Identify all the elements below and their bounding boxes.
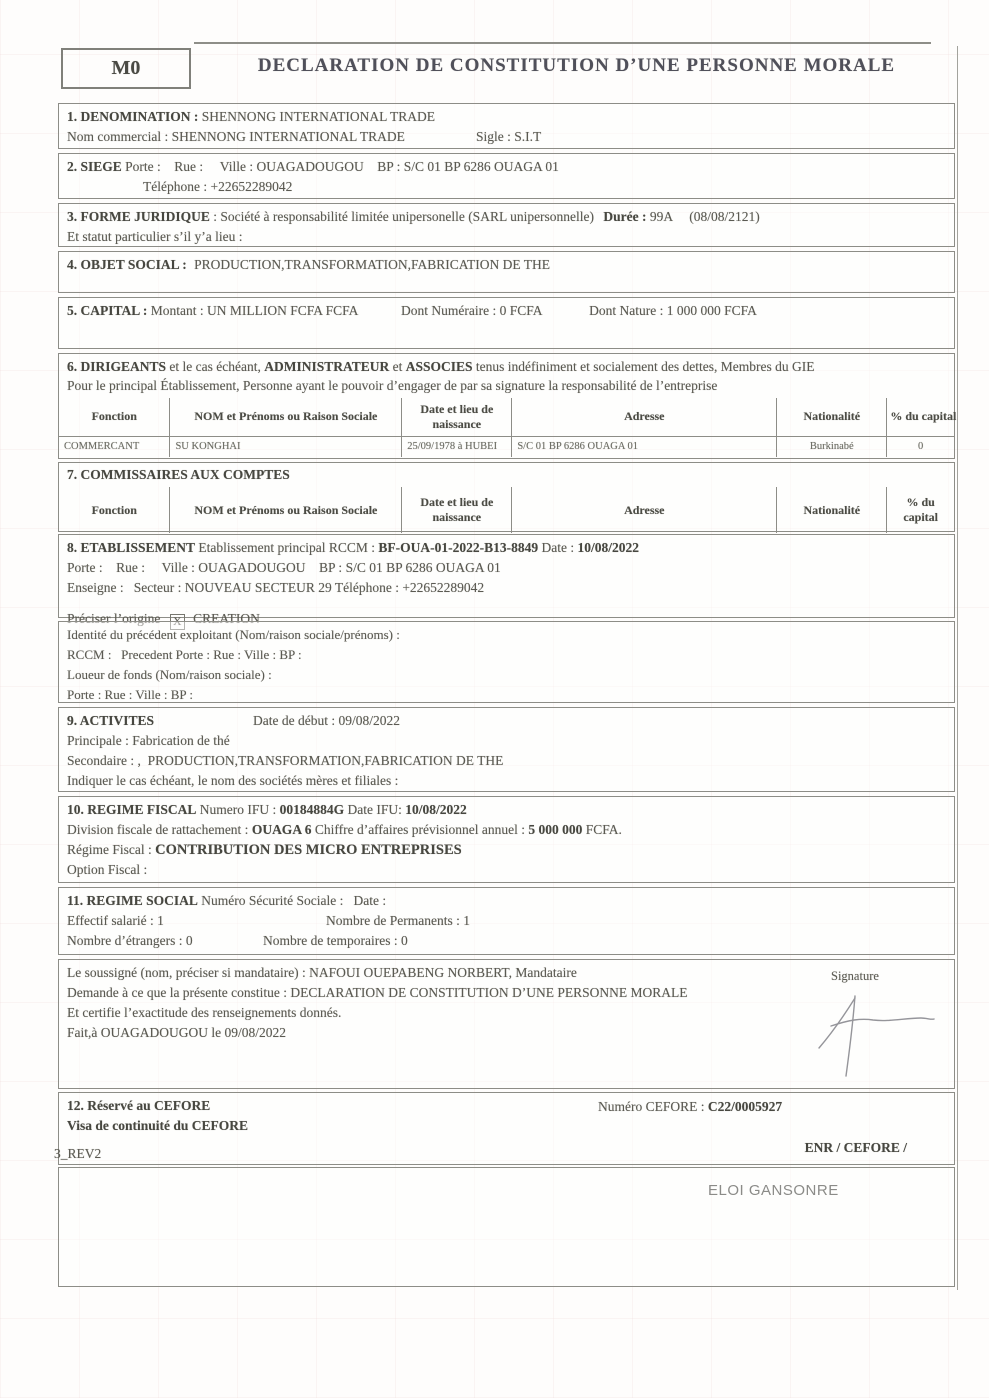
- etablissement-line1: [67, 538, 946, 558]
- dirigeants-intro-2: Pour le principal Établissement, Personne ayant le pouvoir d’engager de par sa signature la responsabilité de l’entreprise: [67, 378, 718, 393]
- dirigeants-admin: ADMINISTRATEUR: [264, 359, 390, 374]
- siege-address: Porte : Rue : Ville : OUAGADOUGOU BP : S/C 01 BP 6286 OUAGA 01: [125, 159, 559, 174]
- section-cefore: [54, 1092, 955, 1165]
- dirigeants-intro-a: et le cas échéant,: [169, 359, 261, 374]
- fiscal-heading: 10. REGIME FISCAL: [67, 802, 197, 817]
- forme-value: : Société à responsabilité limitée unipersonelle (SARL unipersonnelle): [213, 209, 595, 224]
- activites-secondaire: Secondaire : , PRODUCTION,TRANSFORMATION,FABRICATION DE THE: [67, 753, 504, 768]
- precedent-line1: Identité du précédent exploitant (Nom/raison sociale/prénoms) :: [67, 627, 400, 642]
- page-right-edge-line: [957, 46, 958, 1290]
- col-nationalite: Nationalité: [777, 487, 887, 533]
- origine-label: Préciser l’origine: [67, 611, 161, 626]
- social-line2: [67, 911, 946, 931]
- nombre-etrangers: Nombre d’étrangers : 0: [67, 933, 193, 948]
- section-denomination: [58, 103, 955, 149]
- col-naissance: Date et lieu de naissance: [402, 487, 512, 533]
- dirigeants-heading: 6. DIRIGEANTS: [67, 359, 167, 374]
- sigle-value: S.I.T: [514, 129, 542, 144]
- commissaires-heading: 7. COMMISSAIRES AUX COMPTES: [67, 467, 290, 482]
- capital-line: [67, 301, 946, 321]
- cefore-number-label: Numéro CEFORE :: [598, 1099, 705, 1114]
- denomination-line: [67, 107, 946, 127]
- cell-nationalite: Burkinabé: [777, 436, 887, 457]
- regime-value: CONTRIBUTION DES MICRO ENTREPRISES: [155, 842, 462, 858]
- social-line1: [67, 891, 946, 911]
- forme-line: [67, 207, 946, 227]
- page-title: DECLARATION DE CONSTITUTION D’UNE PERSONNE MORALE: [257, 55, 896, 76]
- siege-line: [67, 157, 946, 177]
- rccm-date-label: Date :: [541, 540, 575, 555]
- etablissement-sub: Etablissement principal: [198, 540, 326, 555]
- commissaires-table: [59, 487, 954, 533]
- denomination-value: SHENNONG INTERNATIONAL TRADE: [201, 109, 435, 124]
- dirigeants-intro: [67, 357, 946, 376]
- sigle-label: Sigle :: [476, 129, 511, 144]
- col-nationalite: Nationalité: [777, 398, 887, 436]
- statut-line: Et statut particulier s’il y’a lieu :: [67, 229, 243, 244]
- col-adresse: Adresse: [512, 398, 777, 436]
- objet-value: PRODUCTION,TRANSFORMATION,FABRICATION DE THE: [194, 257, 550, 272]
- nombre-permanents: Nombre de Permanents : 1: [326, 913, 470, 928]
- table-row: [59, 436, 954, 457]
- section-capital: [58, 297, 955, 349]
- nom-commercial-label: Nom commercial :: [67, 129, 169, 144]
- objet-line: [67, 255, 946, 275]
- col-nom: NOM et Prénoms ou Raison Sociale: [170, 398, 402, 436]
- section-commissaires: [58, 462, 955, 532]
- date-ifu-label: Date IFU:: [347, 802, 402, 817]
- section-objet-social: [58, 251, 955, 293]
- etablissement-line2: Porte : Rue : Ville : OUAGADOUGOU BP : S/C 01 BP 6286 OUAGA 01: [67, 560, 501, 575]
- section-forme-juridique: [58, 203, 955, 247]
- ifu-label: Numero IFU :: [199, 802, 277, 817]
- cefore-number-field: [598, 1097, 782, 1117]
- ca-label: Chiffre d’affaires prévisionnel annuel :: [314, 822, 526, 837]
- soussigne-line: Le soussigné (nom, préciser si mandataire) : NAFOUI OUEPABENG NORBERT, Mandataire: [67, 965, 577, 980]
- form-code: M0: [111, 57, 141, 79]
- division-value: OUAGA 6: [251, 822, 312, 837]
- etablissement-heading: 8. ETABLISSEMENT: [67, 540, 196, 555]
- ifu-value: 00184884G: [279, 802, 345, 817]
- effectif-salarie: Effectif salarié : 1: [67, 913, 164, 928]
- dirigeants-associes: ASSOCIES: [405, 359, 473, 374]
- division-label: Division fiscale de rattachement :: [67, 822, 249, 837]
- capital-montant: Montant : UN MILLION FCFA FCFA: [150, 303, 358, 318]
- form-revision-code: 3_REV2: [54, 1146, 102, 1161]
- section-activites: [58, 707, 955, 792]
- cell-naissance: 25/09/1978 à HUBEI: [402, 436, 512, 457]
- rccm-date-value: 10/08/2022: [577, 540, 640, 555]
- section-regime-fiscal: [58, 796, 955, 883]
- col-capital: % du capital: [887, 487, 954, 533]
- duree-label: Durée :: [603, 209, 647, 224]
- origine-value: CREATION: [193, 611, 260, 626]
- form-code-box: [61, 48, 191, 89]
- nom-commercial-line: [67, 127, 946, 147]
- dirigeants-header-row: [59, 398, 954, 436]
- creation-checkbox: X: [170, 614, 185, 630]
- ca-suffix: FCFA.: [585, 822, 622, 837]
- header-top-rule: [194, 42, 931, 44]
- cell-fonction: COMMERCANT: [59, 436, 170, 457]
- activites-line1: [67, 711, 946, 731]
- col-adresse: Adresse: [512, 487, 777, 533]
- precedent-line4: Porte : Rue : Ville : BP :: [67, 687, 193, 702]
- section-footer: [58, 1167, 955, 1287]
- col-capital: % du capital: [887, 398, 954, 436]
- etablissement-line3: Enseigne : Secteur : NOUVEAU SECTEUR 29 Téléphone : +22652289042: [67, 580, 485, 595]
- cell-nom: SU KONGHAI: [170, 436, 402, 457]
- social-heading: 11. REGIME SOCIAL: [67, 893, 198, 908]
- section-siege: [58, 153, 955, 199]
- agent-name: ELOI GANSONRE: [708, 1182, 839, 1199]
- col-fonction: Fonction: [59, 487, 170, 533]
- col-nom: NOM et Prénoms ou Raison Sociale: [170, 487, 402, 533]
- dirigeants-table: [59, 398, 957, 457]
- option-fiscal: Option Fiscal :: [67, 862, 148, 877]
- date-debut: Date de début : 09/08/2022: [253, 713, 400, 728]
- date-ifu-value: 10/08/2022: [405, 802, 467, 817]
- siege-heading: 2. SIEGE: [67, 159, 122, 174]
- rccm-value: BF-OUA-01-2022-B13-8849: [378, 540, 539, 555]
- fiscal-line1: [67, 800, 946, 820]
- fait-a-line: Fait,à OUAGADOUGOU le 09/08/2022: [67, 1025, 286, 1040]
- social-rest: Numéro Sécurité Sociale : Date :: [201, 893, 387, 908]
- activites-heading: 9. ACTIVITES: [67, 713, 155, 728]
- sigle-field: [476, 127, 541, 147]
- nombre-temporaires: Nombre de temporaires : 0: [263, 933, 408, 948]
- enr-cefore-label: ENR / CEFORE /: [804, 1140, 907, 1155]
- objet-heading: 4. OBJET SOCIAL :: [67, 257, 187, 272]
- dirigeants-intro-b: tenus indéfiniment et socialement des dettes, Membres du GIE: [475, 359, 815, 374]
- rccm-label: RCCM :: [328, 540, 376, 555]
- section-etablissement: [58, 534, 955, 628]
- form-content: [54, 42, 957, 1291]
- dirigeants-et: et: [392, 359, 403, 374]
- fiscal-line2: [67, 820, 946, 840]
- cefore-heading: 12. Réservé au CEFORE: [67, 1098, 211, 1113]
- col-naissance: Date et lieu de naissance: [402, 398, 512, 436]
- col-fonction: Fonction: [59, 398, 170, 436]
- cell-adresse: S/C 01 BP 6286 OUAGA 01: [512, 436, 777, 457]
- precedent-line3: Loueur de fonds (Nom/raison sociale) :: [67, 667, 272, 682]
- section-declaration-signature: [58, 959, 955, 1089]
- ca-value: 5 000 000: [528, 822, 583, 837]
- section-regime-social: [58, 887, 955, 955]
- cefore-visa: Visa de continuité du CEFORE: [67, 1118, 249, 1133]
- signature-handwriting: [801, 984, 951, 1084]
- activites-filiales: Indiquer le cas échéant, le nom des sociétés mères et filiales :: [67, 773, 399, 788]
- cell-capital: 0: [887, 436, 954, 457]
- denomination-heading: 1. DENOMINATION :: [67, 109, 199, 124]
- demande-line: Demande à ce que la présente constitue : DECLARATION DE CONSTITUTION D’UNE PERSONNE MORALE: [67, 985, 688, 1000]
- certifie-line: Et certifie l’exactitude des renseignements donnés.: [67, 1005, 342, 1020]
- commissaires-header-row: [59, 487, 954, 533]
- activites-principale: Principale : Fabrication de thé: [67, 733, 230, 748]
- signature-label: Signature: [831, 969, 879, 983]
- social-line3: [67, 931, 946, 951]
- capital-heading: 5. CAPITAL :: [67, 303, 148, 318]
- forme-heading: 3. FORME JURIDIQUE: [67, 209, 210, 224]
- section-precedent-exploitant: [58, 621, 955, 703]
- cefore-number-value: C22/0005927: [707, 1099, 783, 1114]
- form-header: [58, 42, 955, 99]
- siege-phone: Téléphone : +22652289042: [143, 179, 293, 194]
- precedent-line2: RCCM : Precedent Porte : Rue : Ville : BP :: [67, 647, 302, 662]
- fiscal-line3: [67, 840, 946, 860]
- nom-commercial-value: SHENNONG INTERNATIONAL TRADE: [171, 129, 405, 144]
- capital-numeraire: Dont Numéraire : 0 FCFA: [401, 303, 542, 318]
- section-dirigeants: [58, 353, 955, 459]
- duree-value: 99A (08/08/2121): [649, 209, 760, 224]
- capital-nature: Dont Nature : 1 000 000 FCFA: [589, 303, 757, 318]
- regime-label: Régime Fiscal :: [67, 842, 152, 857]
